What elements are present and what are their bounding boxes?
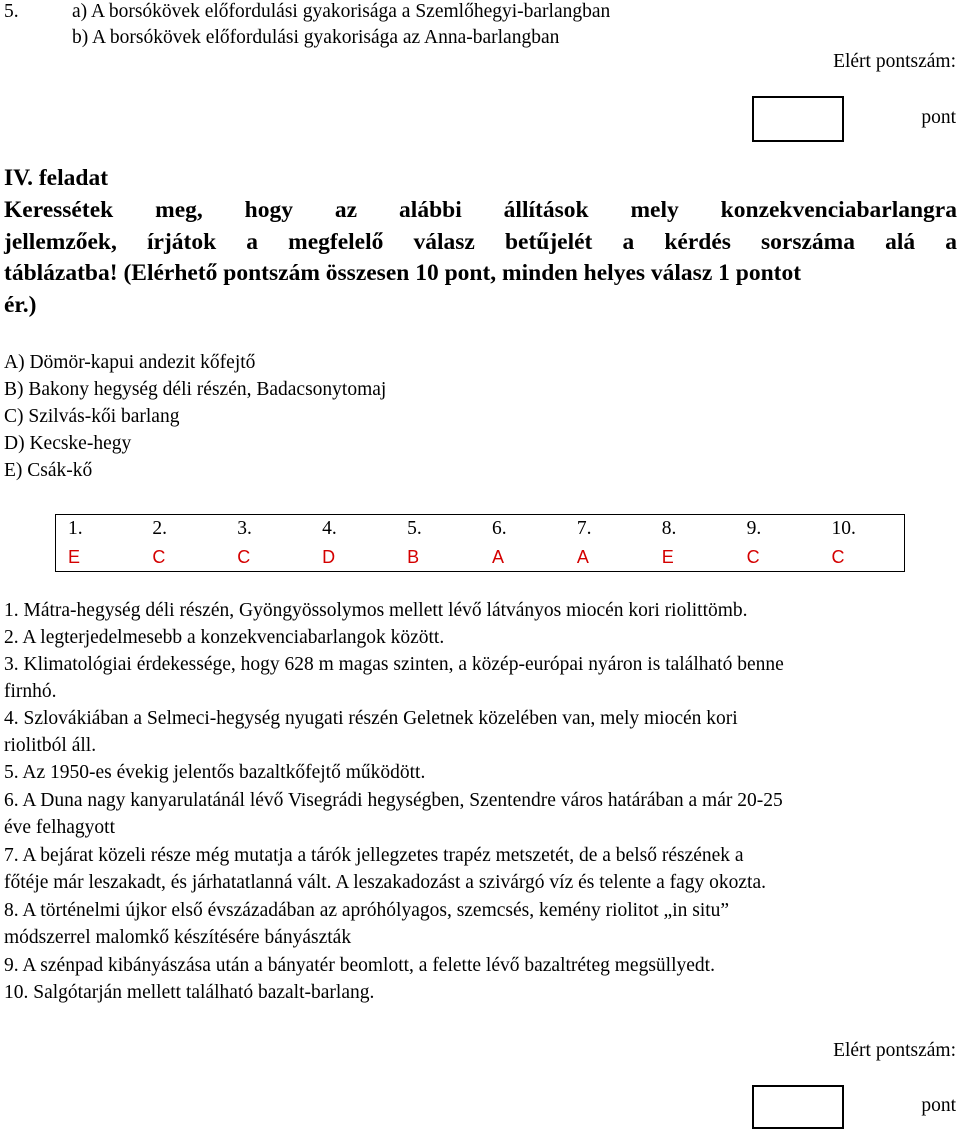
question-number-cell: 2. bbox=[140, 515, 225, 544]
answer-cell[interactable]: A bbox=[480, 543, 565, 572]
statement-line: 7. A bejárat közeli része még mutatja a tárók jellegzetes trapéz metszetét, de a belső részének a bbox=[4, 845, 744, 866]
question-number-cell: 3. bbox=[225, 515, 310, 544]
question-number-cell: 4. bbox=[310, 515, 395, 544]
question-number-cell: 9. bbox=[735, 515, 820, 544]
question5-line-b: b) A borsókövek előfordulási gyakorisága az Anna-barlangban bbox=[72, 27, 560, 48]
answer-table-answer-row bbox=[56, 543, 905, 572]
answer-cell[interactable]: C bbox=[735, 543, 820, 572]
score-input-box-bottom[interactable] bbox=[752, 1085, 844, 1129]
option-e: E) Csák-kő bbox=[4, 460, 93, 481]
statement-line: 5. Az 1950-es évekig jelentős bazaltkőfejtő működött. bbox=[4, 762, 426, 783]
answer-cell[interactable]: A bbox=[565, 543, 650, 572]
statement-line: éve felhagyott bbox=[4, 817, 115, 838]
answer-cell[interactable]: E bbox=[56, 543, 141, 572]
statement-line: főtéje már leszakadt, és járhatatlanná vált. A leszakadozást a szivárgó víz és telente a fagy okozta. bbox=[4, 872, 766, 893]
statement-line: 10. Salgótarján mellett található bazalt-barlang. bbox=[4, 982, 375, 1003]
question-number-cell: 1. bbox=[56, 515, 141, 544]
statement-line: riolitból áll. bbox=[4, 735, 97, 756]
statement-line: 4. Szlovákiában a Selmeci-hegység nyugati részén Geletnek közelében van, mely miocén kori bbox=[4, 708, 738, 729]
answer-table-number-row bbox=[56, 515, 905, 544]
option-a: A) Dömör-kapui andezit kőfejtő bbox=[4, 352, 256, 373]
score-unit-bottom: pont bbox=[921, 1095, 956, 1116]
answer-cell[interactable]: E bbox=[650, 543, 735, 572]
task-description-line: jellemzőek, írjátok a megfelelő válasz betűjelét a kérdés sorszáma alá a bbox=[4, 229, 957, 255]
statement-line: módszerrel malomkő készítésére bányászták bbox=[4, 927, 352, 948]
score-label-top: Elért pontszám: bbox=[833, 51, 956, 72]
question5-line-a: a) A borsókövek előfordulási gyakorisága a Szemlőhegyi-barlangban bbox=[72, 1, 611, 22]
question-number-cell: 5. bbox=[395, 515, 480, 544]
question-number-cell: 10. bbox=[820, 515, 905, 544]
answer-table bbox=[55, 514, 905, 572]
score-unit-top: pont bbox=[921, 107, 956, 128]
question-number-cell: 6. bbox=[480, 515, 565, 544]
statement-line: 9. A szénpad kibányászása után a bányatér beomlott, a felette lévő bazaltréteg megsüllyedt. bbox=[4, 955, 715, 976]
option-d: D) Kecske-hegy bbox=[4, 433, 132, 454]
statement-line: 1. Mátra-hegység déli részén, Gyöngyössolymos mellett lévő látványos miocén kori riolittömb. bbox=[4, 600, 748, 621]
score-input-box-top[interactable] bbox=[752, 96, 844, 142]
task-title: IV. feladat bbox=[4, 165, 109, 191]
option-b: B) Bakony hegység déli részén, Badacsonytomaj bbox=[4, 379, 387, 400]
answer-cell[interactable]: C bbox=[820, 543, 905, 572]
statement-line: 8. A történelmi újkor első évszázadában az apróhólyagos, szemcsés, kemény riolitot „in situ” bbox=[4, 900, 730, 921]
statement-line: 3. Klimatológiai érdekessége, hogy 628 m magas szinten, a közép-európai nyáron is található benne bbox=[4, 654, 784, 675]
question-number-cell: 7. bbox=[565, 515, 650, 544]
option-c: C) Szilvás-kői barlang bbox=[4, 406, 180, 427]
task-description-line: Keressétek meg, hogy az alábbi állítások mely konzekvenciabarlangra bbox=[4, 197, 957, 223]
question5-number: 5. bbox=[4, 1, 19, 22]
task-description-line: táblázatba! (Elérhető pontszám összesen 10 pont, minden helyes válasz 1 pontot bbox=[4, 260, 802, 286]
task-description-line: ér.) bbox=[4, 292, 37, 318]
answer-cell[interactable]: D bbox=[310, 543, 395, 572]
statement-line: 6. A Duna nagy kanyarulatánál lévő Visegrádi hegységben, Szentendre város határában a már 20-25 bbox=[4, 790, 783, 811]
statement-line: firnhó. bbox=[4, 681, 57, 702]
statement-line: 2. A legterjedelmesebb a konzekvenciabarlangok között. bbox=[4, 627, 445, 648]
score-label-bottom: Elért pontszám: bbox=[833, 1040, 956, 1061]
answer-cell[interactable]: C bbox=[140, 543, 225, 572]
answer-cell[interactable]: C bbox=[225, 543, 310, 572]
answer-cell[interactable]: B bbox=[395, 543, 480, 572]
question-number-cell: 8. bbox=[650, 515, 735, 544]
